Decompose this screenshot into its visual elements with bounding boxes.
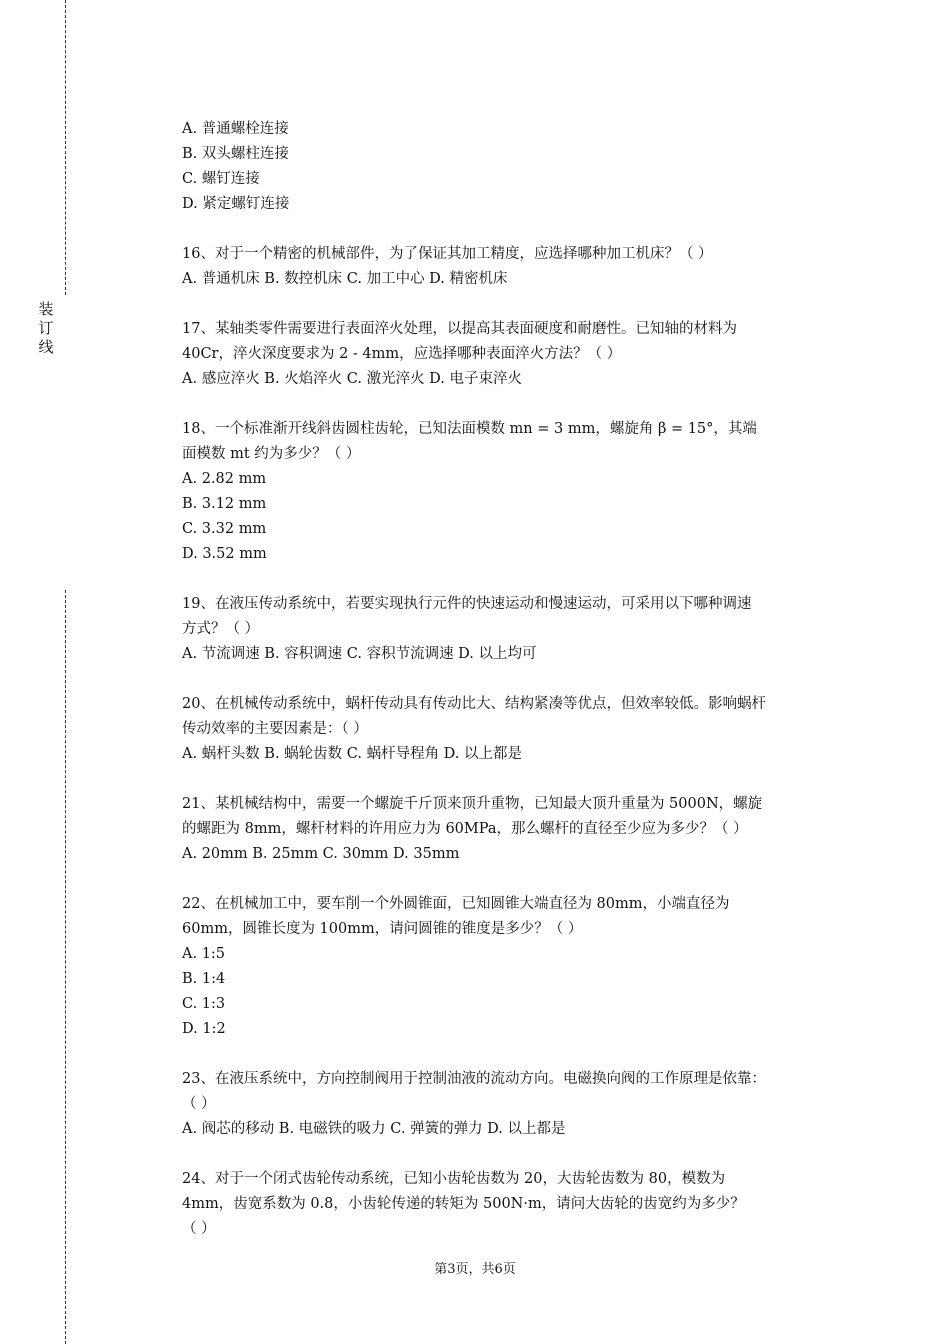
question-text: 60mm，圆锥长度为 100mm，请问圆锥的锥度是多少？（ ）: [182, 921, 583, 937]
question-text: 17、某轴类零件需要进行表面淬火处理，以提高其表面硬度和耐磨性。已知轴的材料为: [182, 321, 737, 337]
question-text: 传动效率的主要因素是：（ ）: [182, 721, 368, 737]
question-text: 24、对于一个闭式齿轮传动系统，已知小齿轮齿数为 20，大齿轮齿数为 80，模数为: [182, 1171, 726, 1187]
question-text: （ ）: [182, 1096, 216, 1112]
question-text: 40Cr，淬火深度要求为 2 - 4mm，应选择哪种表面淬火方法？（ ）: [182, 346, 622, 362]
option-line: A. 2.82 mm: [182, 471, 267, 487]
question-17: [182, 317, 842, 392]
option-line: B. 3.12 mm: [182, 496, 267, 512]
question-text: 18、一个标准渐开线斜齿圆柱齿轮，已知法面模数 mn = 3 mm，螺旋角 β = 15°，其端: [182, 421, 757, 437]
question-text: 面模数 mt 约为多少？（ ）: [182, 446, 361, 462]
binding-line-top: [65, 0, 66, 295]
question-text: 方式？（ ）: [182, 621, 260, 637]
question-text: 23、在液压系统中，方向控制阀用于控制油液的流动方向。电磁换向阀的工作原理是依靠：: [182, 1071, 766, 1087]
option-line: A. 普通螺栓连接: [182, 121, 289, 137]
question-text: 19、在液压传动系统中，若要实现执行元件的快速运动和慢速运动，可采用以下哪种调速: [182, 596, 752, 612]
question-text: 的螺距为 8mm，螺杆材料的许用应力为 60MPa，那么螺杆的直径至少应为多少？（ ）: [182, 821, 748, 837]
question-text: 4mm，齿宽系数为 0.8，小齿轮传递的转矩为 500N·m，请问大齿轮的齿宽约为多少？: [182, 1196, 745, 1212]
question-16: [182, 242, 842, 292]
question-content: [182, 117, 842, 1242]
question-18: [182, 417, 842, 567]
option-line: A. 感应淬火 B. 火焰淬火 C. 激光淬火 D. 电子束淬火: [182, 371, 523, 387]
binding-char: 线: [38, 338, 54, 356]
option-line: B. 双头螺柱连接: [182, 146, 289, 162]
option-line: A. 20mm B. 25mm C. 30mm D. 35mm: [182, 846, 460, 862]
option-line: A. 蜗杆头数 B. 蜗轮齿数 C. 蜗杆导程角 D. 以上都是: [182, 746, 523, 762]
question-24: [182, 1167, 842, 1242]
question-21: [182, 792, 842, 867]
page-footer: 第3页，共6页: [434, 1262, 516, 1277]
question-text: 16、对于一个精密的机械部件，为了保证其加工精度，应选择哪种加工机床？（ ）: [182, 246, 713, 262]
question-22: [182, 892, 842, 1042]
option-line: A. 节流调速 B. 容积调速 C. 容积节流调速 D. 以上均可: [182, 646, 537, 662]
binding-label: [36, 300, 56, 357]
question-text: 20、在机械传动系统中，蜗杆传动具有传动比大、结构紧凑等优点，但效率较低。影响蜗杆: [182, 696, 766, 712]
binding-line-bottom: [65, 590, 66, 1344]
option-line: D. 3.52 mm: [182, 546, 267, 562]
question-text: （ ）: [182, 1221, 216, 1237]
option-line: C. 螺钉连接: [182, 171, 260, 187]
option-line: B. 1:4: [182, 971, 226, 987]
binding-char: 装: [38, 300, 54, 318]
option-line: C. 1:3: [182, 996, 226, 1012]
option-line: A. 普通机床 B. 数控机床 C. 加工中心 D. 精密机床: [182, 271, 508, 287]
question-23: [182, 1067, 842, 1142]
option-line: C. 3.32 mm: [182, 521, 267, 537]
question-text: 22、在机械加工中，要车削一个外圆锥面，已知圆锥大端直径为 80mm，小端直径为: [182, 896, 730, 912]
option-line: D. 1:2: [182, 1021, 226, 1037]
binding-char: 订: [38, 319, 54, 337]
option-line: A. 1:5: [182, 946, 226, 962]
question-text: 21、某机械结构中，需要一个螺旋千斤顶来顶升重物，已知最大顶升重量为 5000N，螺旋: [182, 796, 763, 812]
option-line: D. 紧定螺钉连接: [182, 196, 290, 212]
question-19: [182, 592, 842, 667]
option-line: A. 阀芯的移动 B. 电磁铁的吸力 C. 弹簧的弹力 D. 以上都是: [182, 1121, 566, 1137]
question-20: [182, 692, 842, 767]
